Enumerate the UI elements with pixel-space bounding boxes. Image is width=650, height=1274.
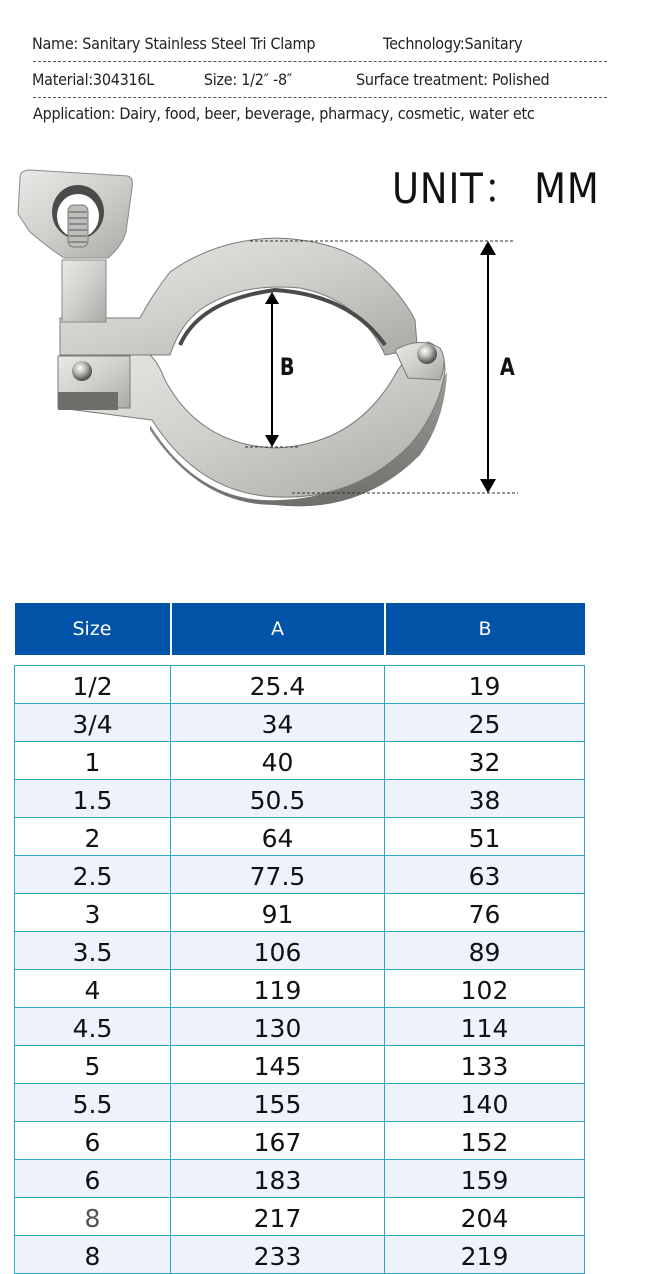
unit-label: UNIT： MM: [392, 164, 600, 213]
table-header-row: [15, 603, 585, 655]
cell-a: 40: [171, 741, 385, 779]
cell-b: 140: [385, 1083, 585, 1121]
cell-a: 25.4: [171, 665, 385, 703]
cell-size: 6: [15, 1159, 171, 1197]
table-row: [15, 1121, 585, 1159]
cell-b: 152: [385, 1121, 585, 1159]
cell-size: 1: [15, 741, 171, 779]
table-row: [15, 779, 585, 817]
cell-b: 159: [385, 1159, 585, 1197]
cell-b: 102: [385, 969, 585, 1007]
divider: [33, 97, 607, 98]
cell-size: 1.5: [15, 779, 171, 817]
table-row: [15, 855, 585, 893]
cell-b: 133: [385, 1045, 585, 1083]
technology: Technology:Sanitary: [383, 34, 523, 53]
cell-b: 76: [385, 893, 585, 931]
product-name: Name: Sanitary Stainless Steel Tri Clamp: [32, 34, 316, 53]
divider: [33, 61, 607, 62]
cell-b: 89: [385, 931, 585, 969]
cell-a: 217: [171, 1197, 385, 1235]
table-row: [15, 1007, 585, 1045]
cell-b: 51: [385, 817, 585, 855]
cell-a: 91: [171, 893, 385, 931]
cell-a: 233: [171, 1235, 385, 1273]
surface-treatment: Surface treatment: Polished: [356, 70, 550, 89]
table-row: [15, 817, 585, 855]
table-row: [15, 665, 585, 703]
table-row: [15, 703, 585, 741]
table-row: [15, 1197, 585, 1235]
table-row: [15, 1045, 585, 1083]
cell-a: 119: [171, 969, 385, 1007]
cell-a: 155: [171, 1083, 385, 1121]
cell-size: 3: [15, 893, 171, 931]
cell-size: 2.5: [15, 855, 171, 893]
cell-b: 38: [385, 779, 585, 817]
clamp-diagram: [0, 140, 650, 520]
header-a: A: [171, 603, 385, 655]
table-row: [15, 1083, 585, 1121]
cell-size: 4: [15, 969, 171, 1007]
dimension-b-label: B: [279, 353, 295, 381]
cell-a: 106: [171, 931, 385, 969]
cell-size: 4.5: [15, 1007, 171, 1045]
cell-b: 19: [385, 665, 585, 703]
dimension-table: [14, 603, 585, 1274]
header-b: B: [385, 603, 585, 655]
cell-a: 167: [171, 1121, 385, 1159]
cell-size: 8: [15, 1197, 171, 1235]
cell-b: 219: [385, 1235, 585, 1273]
table-row: [15, 969, 585, 1007]
material: Material:304316L: [32, 70, 155, 89]
cell-size: 5.5: [15, 1083, 171, 1121]
size-range: Size: 1/2″ -8″: [203, 70, 292, 89]
dimension-a-label: A: [499, 353, 515, 381]
application: Application: Dairy, food, beer, beverage, pharmacy, cosmetic, water etc: [33, 104, 535, 123]
table-row: [15, 893, 585, 931]
cell-b: 32: [385, 741, 585, 779]
table-row: [15, 931, 585, 969]
cell-size: 2: [15, 817, 171, 855]
cell-size: 8: [15, 1235, 171, 1273]
cell-a: 183: [171, 1159, 385, 1197]
cell-a: 77.5: [171, 855, 385, 893]
cell-size: 3.5: [15, 931, 171, 969]
cell-a: 34: [171, 703, 385, 741]
table-row: [15, 1159, 585, 1197]
cell-size: 6: [15, 1121, 171, 1159]
cell-size: 5: [15, 1045, 171, 1083]
cell-b: 63: [385, 855, 585, 893]
header-size: Size: [15, 603, 171, 655]
cell-a: 64: [171, 817, 385, 855]
cell-size: 3/4: [15, 703, 171, 741]
table-row: [15, 741, 585, 779]
cell-b: 204: [385, 1197, 585, 1235]
cell-b: 114: [385, 1007, 585, 1045]
tri-clamp-image: [0, 140, 650, 520]
cell-size: 1/2: [15, 665, 171, 703]
cell-a: 50.5: [171, 779, 385, 817]
cell-a: 145: [171, 1045, 385, 1083]
cell-b: 25: [385, 703, 585, 741]
cell-a: 130: [171, 1007, 385, 1045]
table-row: [15, 1235, 585, 1273]
